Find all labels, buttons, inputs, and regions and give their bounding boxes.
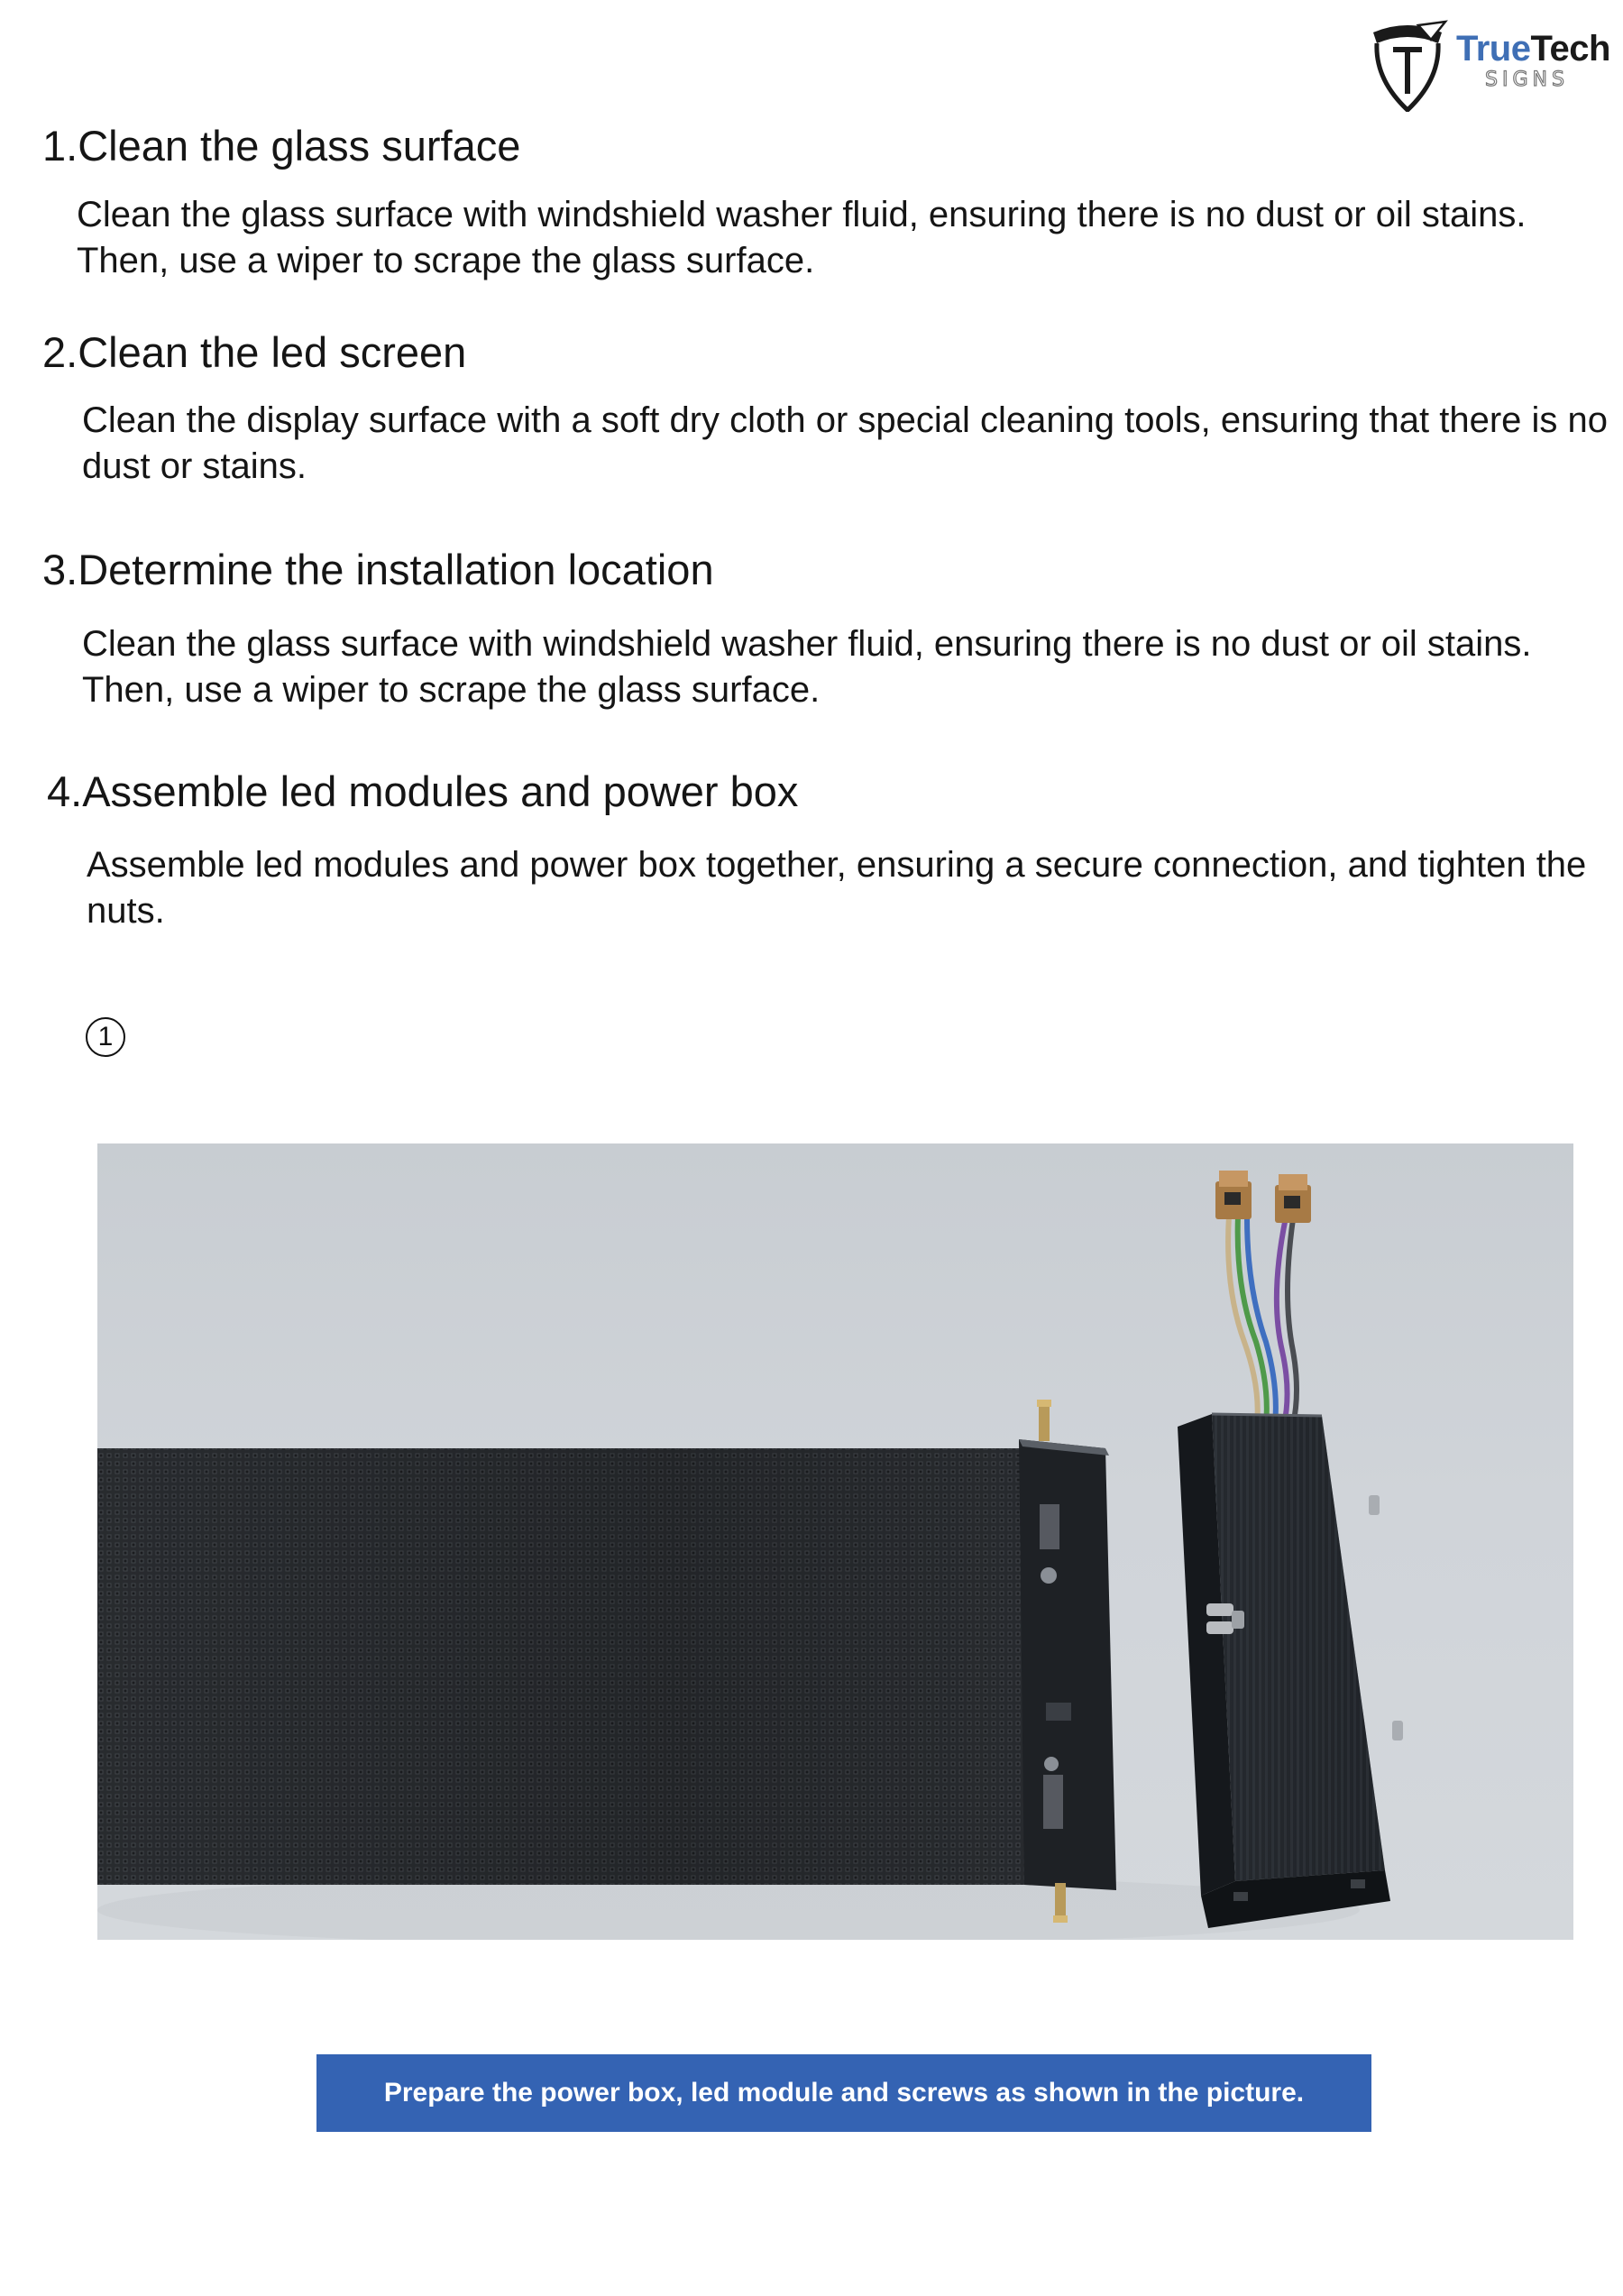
led-module-and-power-box-photo bbox=[97, 1143, 1573, 1940]
power-cables bbox=[1228, 1216, 1297, 1425]
section-1-body: Clean the glass surface with windshield washer fluid, ensuring there is no dust or oil stains. Then, use a wiper to scrape the glass surface. bbox=[77, 195, 1527, 280]
section-3-body: Clean the glass surface with windshield washer fluid, ensuring there is no dust or oil stains. Then, use a wiper to scrape the glass surface. bbox=[82, 624, 1532, 710]
section-3-heading: 3.Determine the installation location bbox=[42, 546, 714, 593]
truetech-logo bbox=[1366, 20, 1614, 117]
brand-word-tech: Tech bbox=[1530, 29, 1610, 69]
photo-caption-banner: Prepare the power box, led module and screws as shown in the picture. bbox=[316, 2054, 1371, 2132]
section-4-heading: 4.Assemble led modules and power box bbox=[47, 767, 799, 815]
connector-plugs bbox=[1215, 1171, 1311, 1223]
brand-word-true: True bbox=[1456, 29, 1531, 69]
step-marker: 1 bbox=[86, 1017, 125, 1057]
section-4-body: Assemble led modules and power box together, ensuring a secure connection, and tighten the nuts. bbox=[87, 845, 1587, 931]
section-1-heading: 1.Clean the glass surface bbox=[42, 122, 521, 170]
brand-name bbox=[1456, 31, 1610, 67]
power-box bbox=[1178, 1414, 1403, 1928]
brand-tagline: SIGNS bbox=[1485, 69, 1569, 91]
shield-t-icon bbox=[1366, 20, 1449, 112]
led-module bbox=[97, 1400, 1116, 1923]
section-2-body: Clean the display surface with a soft dry cloth or special cleaning tools, ensuring that there is no dust or stains. bbox=[82, 400, 1609, 486]
section-2-heading: 2.Clean the led screen bbox=[42, 328, 467, 376]
